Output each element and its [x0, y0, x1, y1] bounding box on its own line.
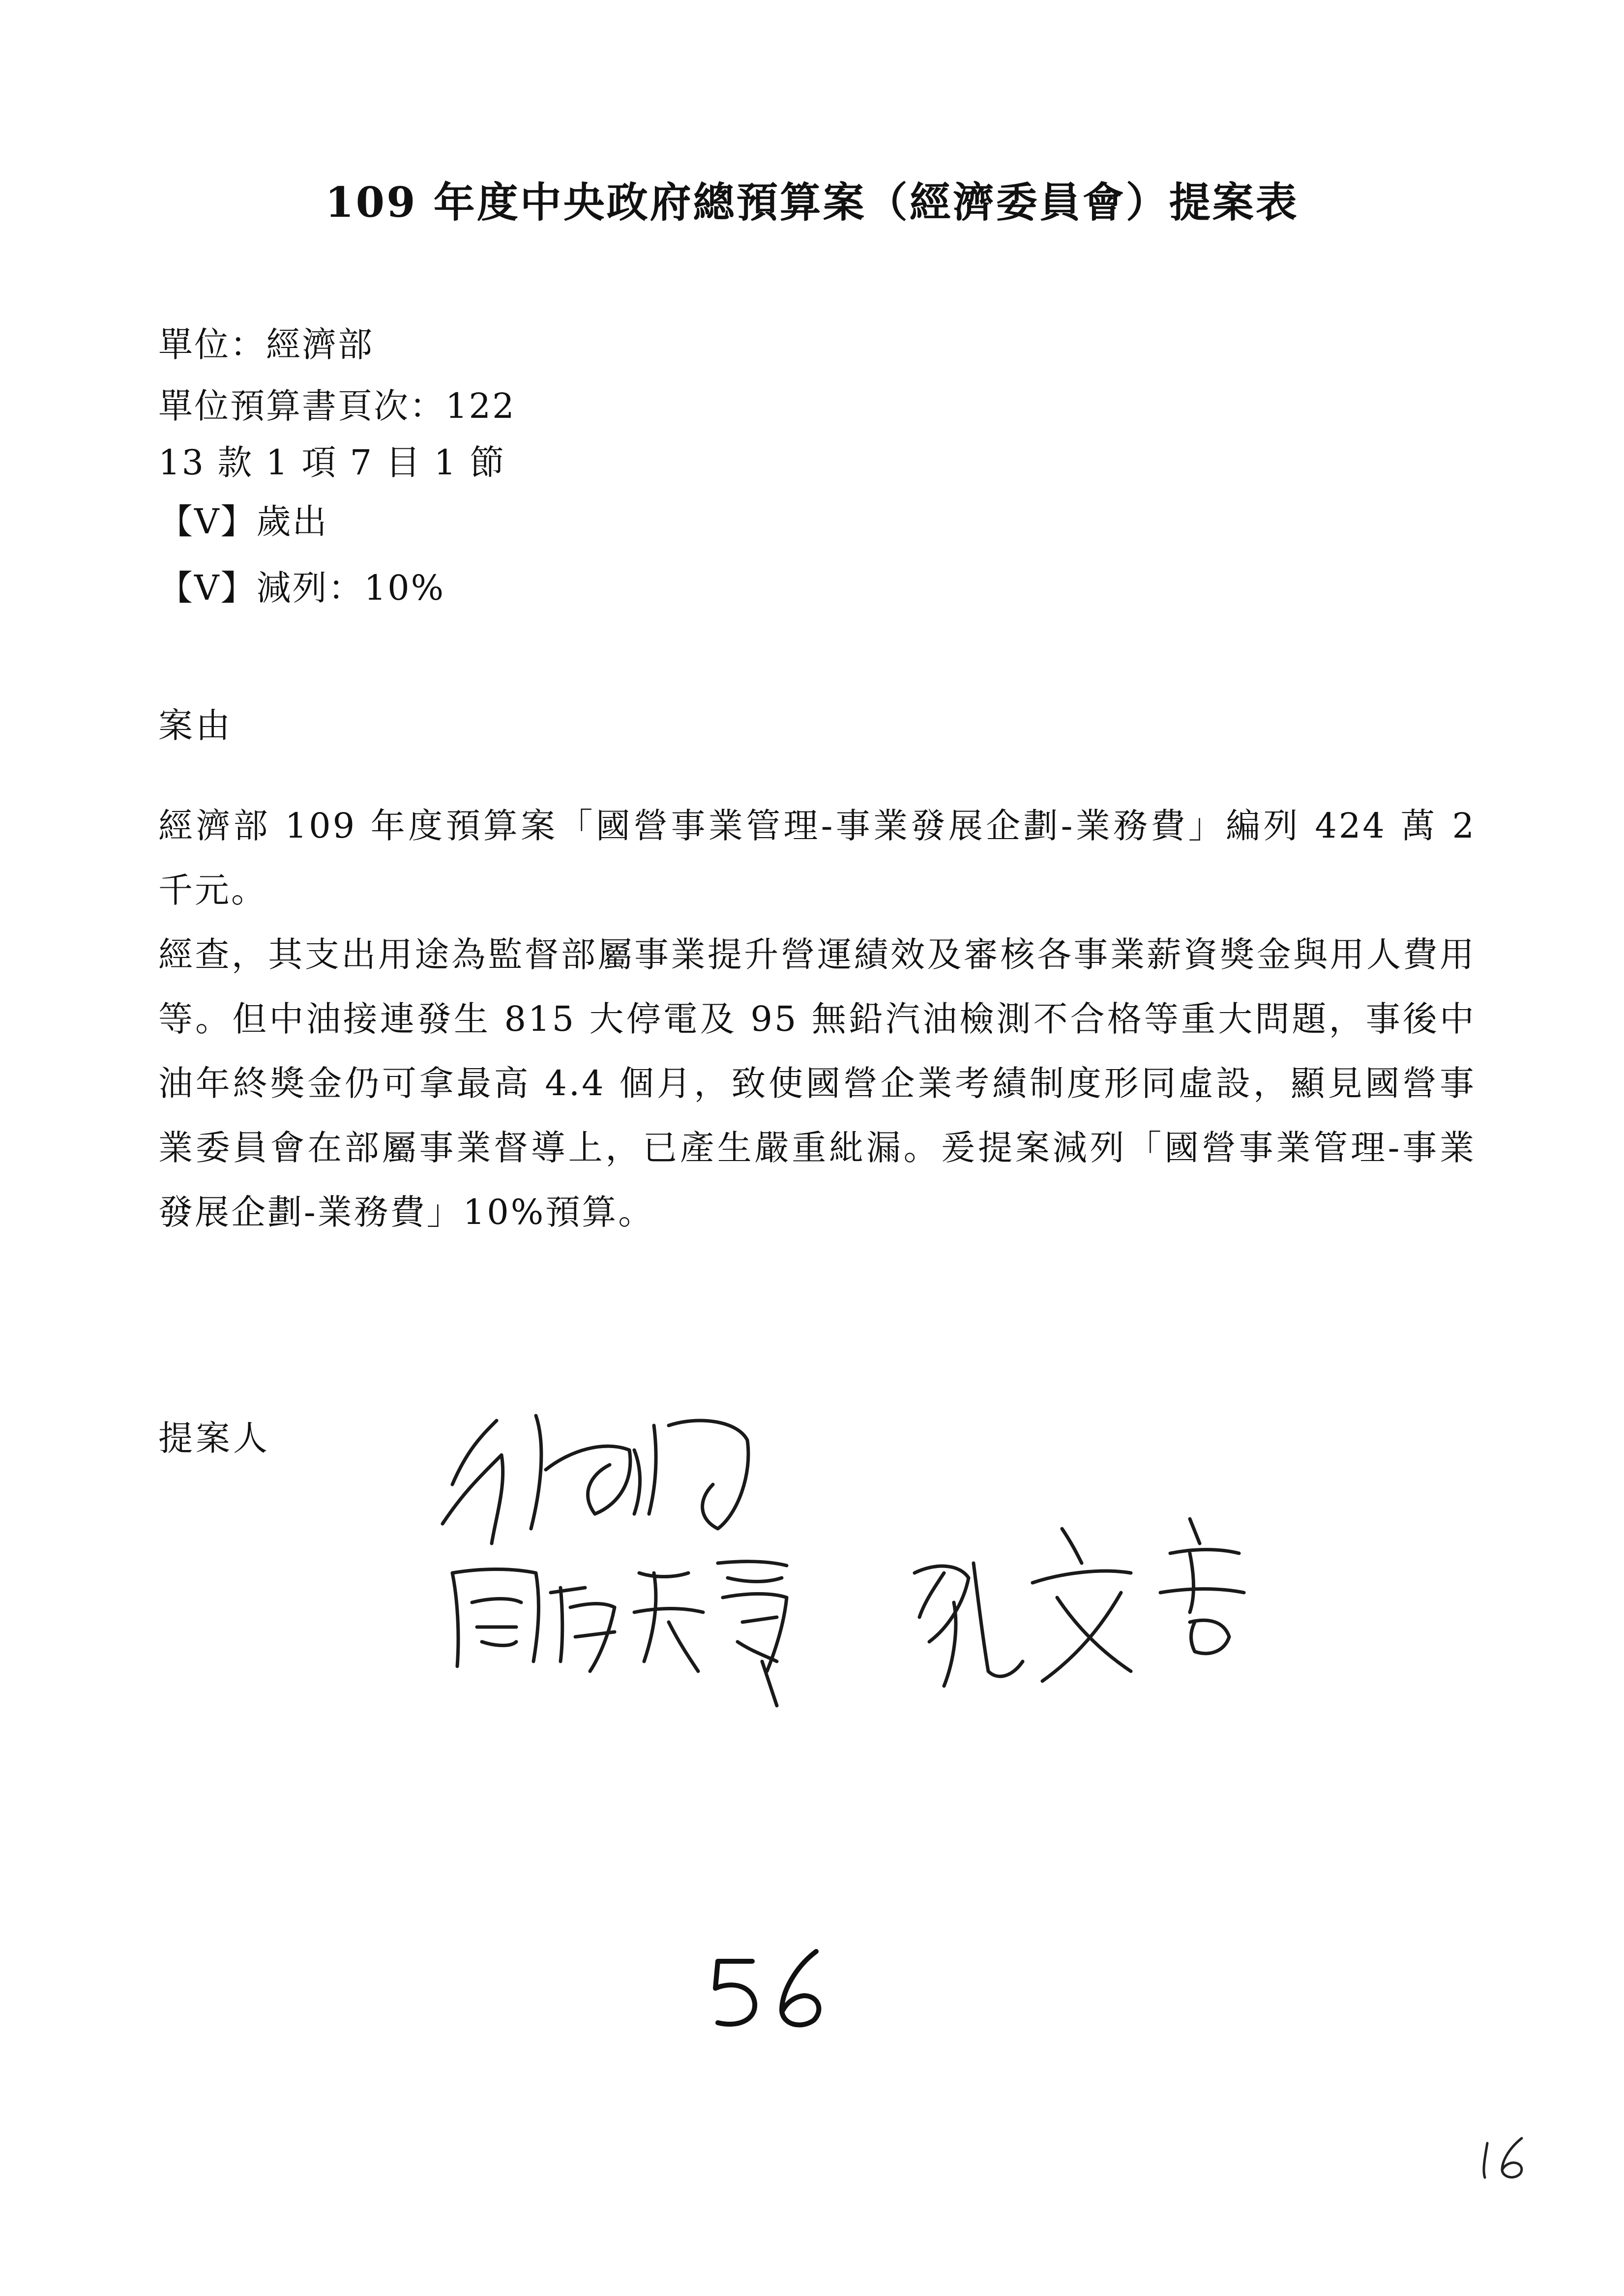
signature-strokes	[423, 1366, 1357, 1711]
handwritten-page-number	[698, 1942, 846, 2040]
signatures	[423, 1366, 1357, 1711]
reason-paragraph: 經濟部 109 年度預算案「國營事業管理-事業發展企劃-業務費」編列 424 萬 2 千元。	[158, 806, 1476, 910]
expenditure-line: 【V】歲出	[158, 501, 328, 542]
budget-item-line: 13 款 1 項 7 目 1 節	[158, 442, 506, 483]
reason-body	[158, 794, 1476, 1245]
document-title: 109 年度中央政府總預算案（經濟委員會）提案表	[325, 178, 1299, 227]
reduction-line: 【V】減列：10%	[158, 568, 445, 608]
reason-label: 案由	[158, 705, 233, 746]
page-ref-line: 單位預算書頁次：122	[158, 386, 516, 426]
corner-mark-strokes	[1475, 2128, 1534, 2187]
page-number-strokes	[698, 1942, 846, 2040]
unit-line: 單位：經濟部	[158, 324, 374, 365]
reason-paragraph: 經查，其支出用途為監督部屬事業提升營運績效及審核各事業薪資獎金與用人費用等。但中油接連發生 815 大停電及 95 無鉛汽油檢測不合格等重大問題，事後中油年終獎金仍可拿最高 4.4 個月，致使國營企業考績制度形同虛設，顯見國營事業委員會在部屬事業督導上，已產生嚴重紕漏。爰提案減列「國營事業管理-事業發展企劃-業務費」10%預算。	[158, 934, 1476, 1232]
proposer-label: 提案人	[158, 1418, 270, 1458]
handwritten-corner-mark	[1475, 2128, 1534, 2187]
